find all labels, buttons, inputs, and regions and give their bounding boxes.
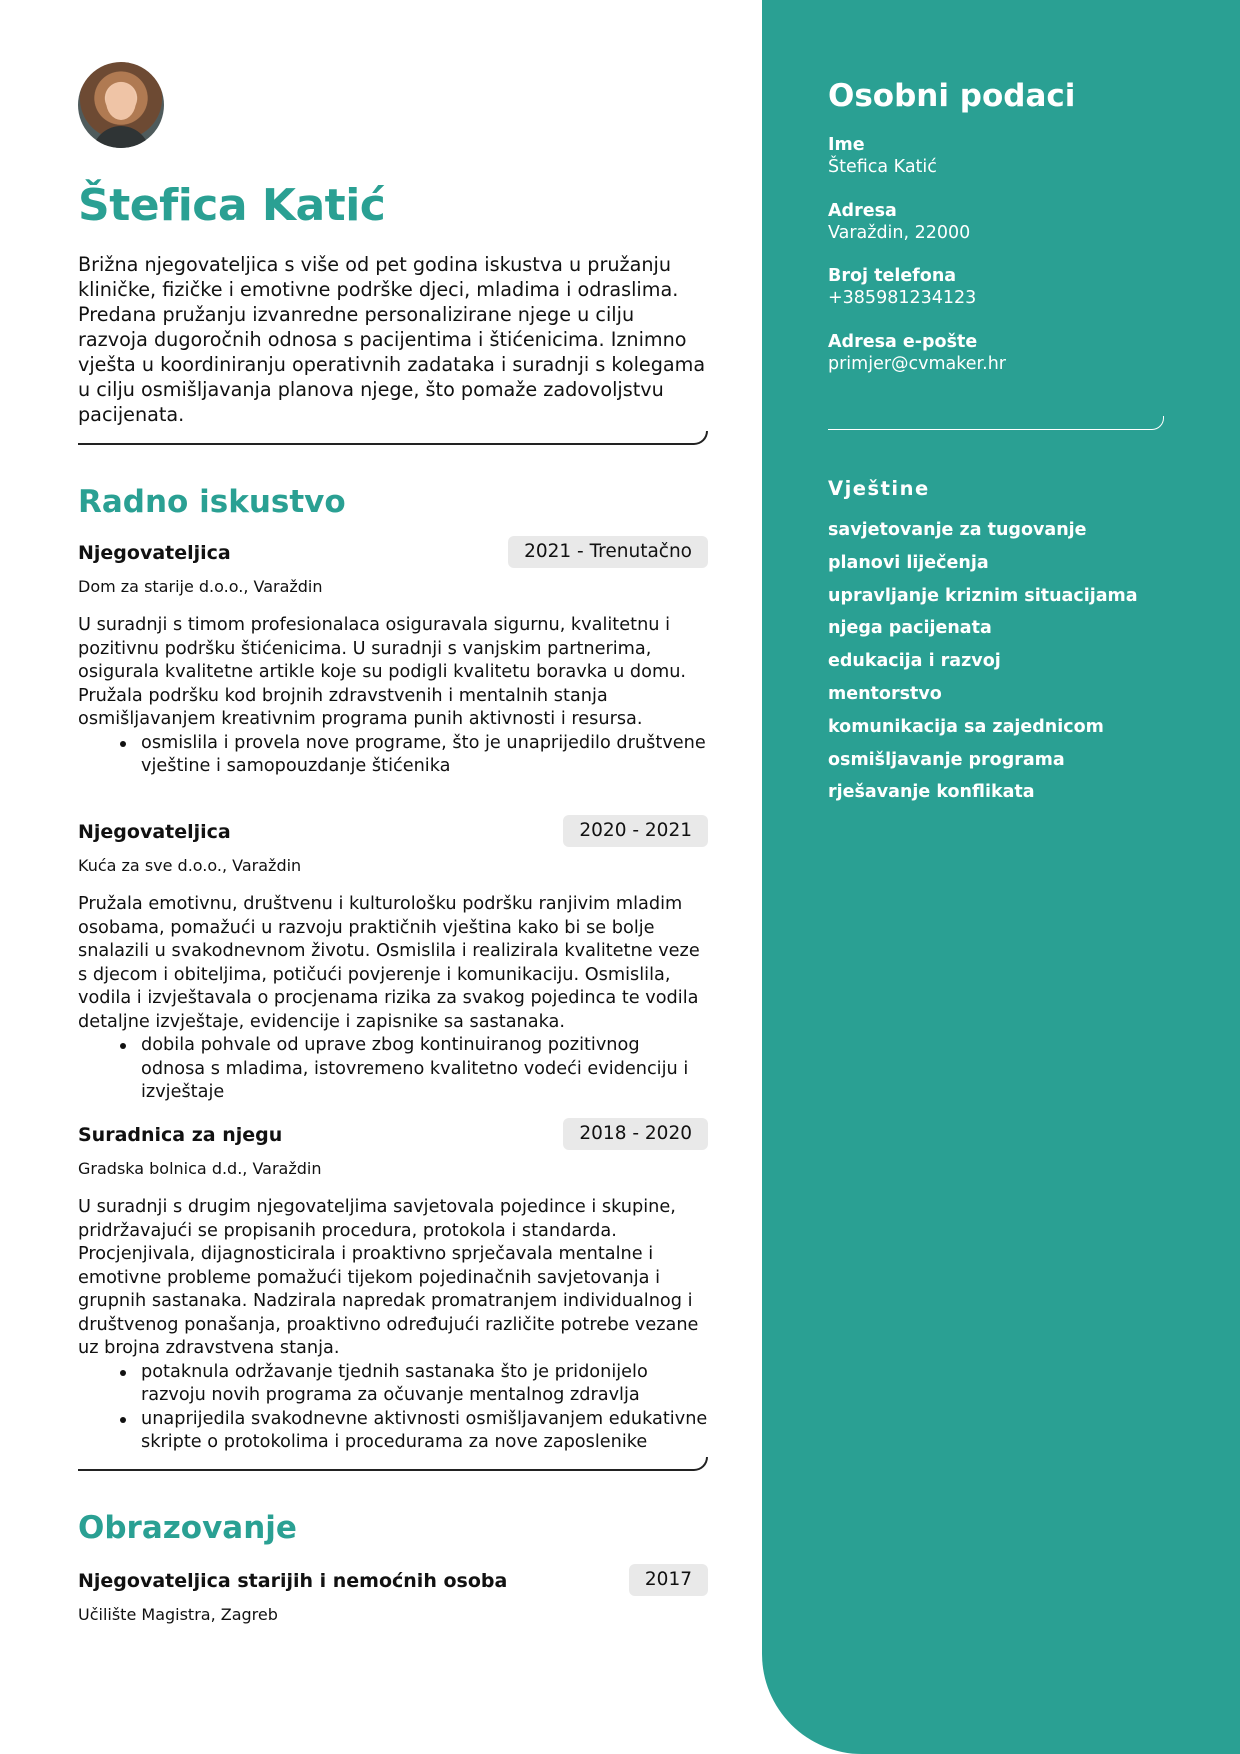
work-section-title: Radno iskustvo — [78, 484, 346, 520]
date-badge: 2020 - 2021 — [563, 815, 708, 847]
field-label: Broj telefona — [828, 266, 957, 286]
job-description-text: U suradnji s timom profesionalaca osiguravala sigurnu, kvalitetnu i pozitivnu podršku štićenicima. U suradnji s vanjskim partnerima, osigurala kvalitetne artikle koje su podigli kvalitetu boravka u domu. Pružala podršku kod brojnih zdravstvenih i mentalnih stanja osmišljavanjem kreativnim programa punih aktivnosti i resursa. — [78, 615, 687, 729]
skill-item: savjetovanje za tugovanje — [828, 520, 1087, 540]
personal-field-email — [828, 331, 1208, 375]
job-description-text: U suradnji s drugim njegovateljima savjetovala pojedince i skupine, pridržavajući se propisanih procedura, protokola i standarda. Procjenjivala, dijagnosticirala i proaktivno sprječavala mentalne i emotivne probleme pomažući tijekom pojedinačnih savjetovanja i grupnih sastanaka. Nadzirala napredak promatranjem individualnog i društvenog ponašanja, proaktivno određujući različite potrebe vezane uz brojna zdravstvena stanja. — [78, 1197, 699, 1358]
job-title: Suradnica za njegu — [78, 1124, 283, 1146]
skill-item: mentorstvo — [828, 683, 942, 704]
date-badge: 2018 - 2020 — [563, 1118, 708, 1150]
skill-item: rješavanje konflikata — [828, 782, 1035, 803]
field-value: primjer@cvmaker.hr — [828, 354, 1006, 374]
achievement-list — [78, 732, 708, 779]
avatar-shoulders — [92, 126, 150, 148]
personal-field-phone — [828, 265, 1208, 309]
field-label: Adresa e-pošte — [828, 332, 978, 352]
job-title: Njegovateljica — [78, 542, 231, 564]
job-description-text: Pružala emotivnu, društvenu i kulturološku podršku ranjivim mladim osobama, pomažući u razvoju praktičnih vještina kako bi se bolje snalazili u svakodnevnom životu. Osmislila i realizirala kvalitetne veze s djecom i obiteljima, potičući povjerenje i komunikaciju. Osmislila, vodila i izvještavala o procjenama rizika za svakog pojedinca te vodila detaljne izvještaje, evidencije i zapisnike sa sastanaka. — [78, 894, 700, 1032]
achievement-item: potaknula održavanje tjednih sastanaka što je pridonijelo razvoju novih programa za očuvanje mentalnog zdravlja — [78, 1361, 708, 1408]
candidate-name: Štefica Katić — [78, 180, 386, 231]
field-label: Ime — [828, 135, 865, 155]
field-value: Varaždin, 22000 — [828, 223, 971, 243]
achievement-list — [78, 1034, 708, 1105]
degree-title: Njegovateljica starijih i nemoćnih osoba — [78, 1570, 508, 1592]
company-name: Gradska bolnica d.d., Varaždin — [78, 1159, 322, 1178]
skill-item: edukacija i razvoj — [828, 651, 1001, 672]
company-name: Kuća za sve d.o.o., Varaždin — [78, 856, 302, 875]
school-name: Učilište Magistra, Zagreb — [78, 1605, 278, 1624]
skill-item: osmišljavanje programa — [828, 749, 1065, 770]
achievement-item: unaprijedila svakodnevne aktivnosti osmišljavanjem edukativne skripte o protokolima i procedurama za nove zaposlenike — [78, 1408, 708, 1455]
avatar-face — [106, 82, 136, 120]
job-description — [78, 893, 708, 1105]
field-value: +385981234123 — [828, 288, 977, 308]
achievement-item: osmislila i provela nove programe, što je unaprijedilo društvene vještine i samopouzdanje štićenika — [78, 732, 708, 779]
job-title: Njegovateljica — [78, 821, 231, 843]
sidebar-divider — [828, 416, 1164, 430]
profile-summary: Brižna njegovateljica s više od pet godina iskustva u pružanju kliničke, fizičke i emotivne podrške djeci, mladima i odraslima. Predana pružanju izvanredne personalizirane njege u cilju razvoja dugoročnih odnosa s pacijentima i štićenicima. Iznimno vješta u koordiniranju operativnih zadataka i suradnji s kolegama u cilju osmišljavanja planova njege, što pomaže zadovoljstvu pacijenata. — [78, 253, 706, 426]
education-section-title: Obrazovanje — [78, 1510, 297, 1546]
job-description — [78, 614, 708, 779]
section-divider — [78, 431, 708, 445]
skill-item: planovi liječenja — [828, 552, 989, 573]
skills-list — [828, 519, 1138, 814]
achievement-list — [78, 1361, 708, 1455]
skills-title: Vještine — [828, 477, 930, 500]
skill-item: upravljanje kriznim situacijama — [828, 585, 1138, 606]
sidebar — [762, 0, 1240, 1754]
skill-item: komunikacija sa zajednicom — [828, 716, 1104, 737]
skill-item: njega pacijenata — [828, 618, 992, 639]
personal-field-name — [828, 134, 1208, 178]
personal-field-address — [828, 200, 1208, 244]
avatar — [78, 62, 164, 148]
achievement-item: dobila pohvale od uprave zbog kontinuiranog pozitivnog odnosa s mladima, istovremeno kvalitetno vodeći evidenciju i izvještaje — [78, 1034, 708, 1105]
job-description — [78, 1196, 708, 1455]
company-name: Dom za starije d.o.o., Varaždin — [78, 577, 323, 596]
field-label: Adresa — [828, 201, 897, 221]
personal-info-title: Osobni podaci — [828, 78, 1076, 114]
date-badge: 2017 — [629, 1564, 708, 1596]
section-divider — [78, 1457, 708, 1471]
field-value: Štefica Katić — [828, 157, 937, 177]
date-badge: 2021 - Trenutačno — [508, 536, 708, 568]
